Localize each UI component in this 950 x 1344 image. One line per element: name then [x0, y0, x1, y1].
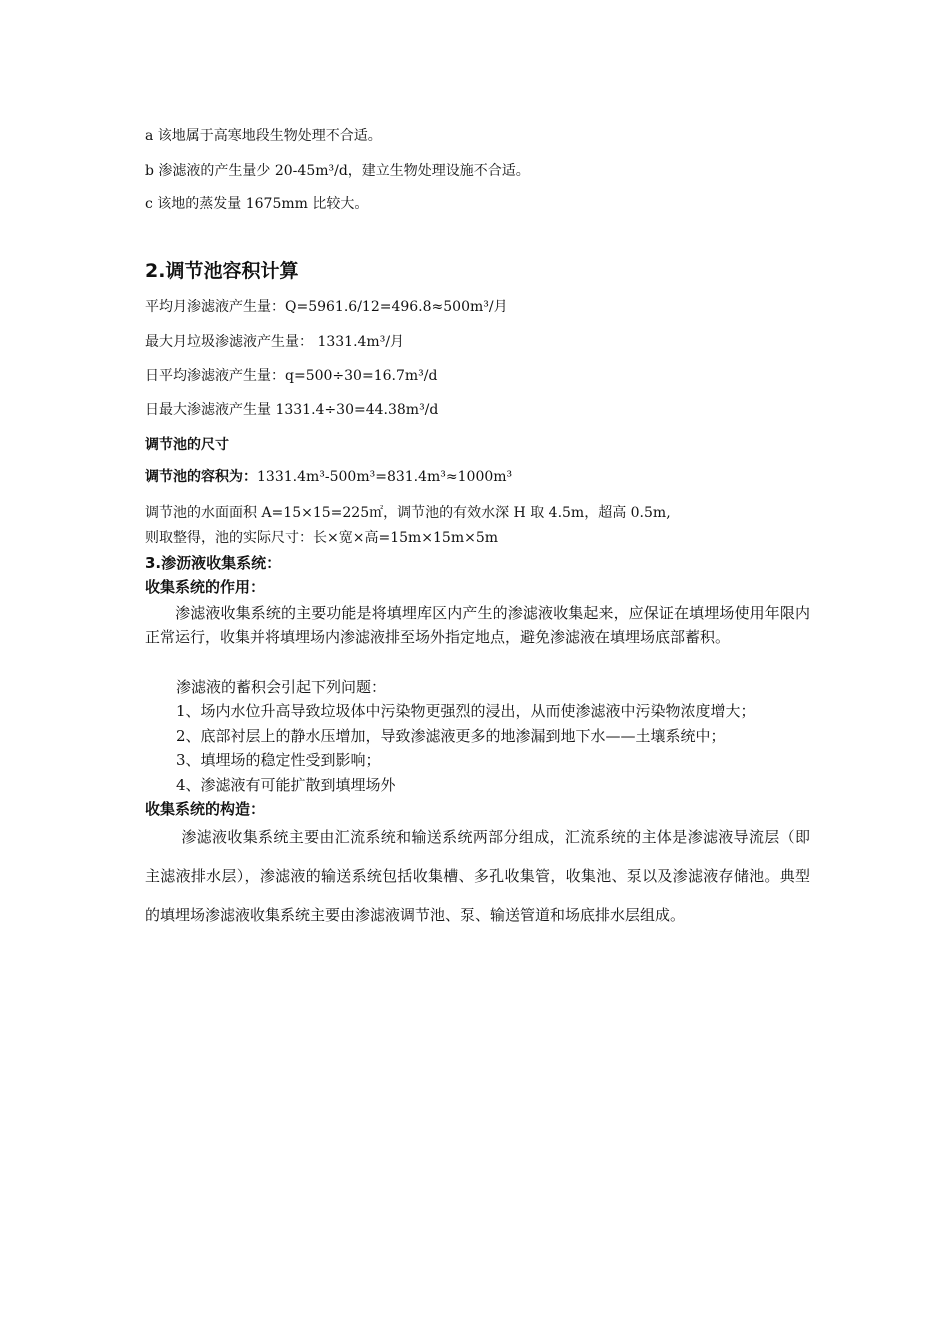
pool-actual-size-line: 则取整得，池的实际尺寸：长×宽×高=15m×15m×5m: [145, 530, 499, 546]
problem-item: 2、底部衬层上的静水压增加，导致渗滤液更多的地渗漏到地下水——土壤系统中；: [176, 727, 726, 745]
function-heading: 收集系统的作用：: [145, 578, 266, 596]
structure-paragraph: [145, 818, 810, 935]
problem-item: 1、场内水位升高导致垃圾体中污染物更强烈的浸出，从而使渗滤液中污染物浓度增大；: [176, 702, 756, 720]
pool-volume-line: [145, 467, 512, 487]
function-paragraph: [145, 601, 810, 649]
intro-item-b: b 渗滤液的产生量少 20-45m³/d，建立生物处理设施不合适。: [145, 163, 530, 179]
pool-size-heading: 调节池的尺寸: [145, 437, 229, 453]
structure-paragraph-text: 渗滤液收集系统主要由汇流系统和输送系统两部分组成，汇流系统的主体是渗滤液导流层（即主滤液排水层），渗滤液的输送系统包括收集槽、多孔收集管，收集池、泵以及渗滤液存储池。典型的填埋场渗滤液收集系统主要由渗滤液调节池、泵、输送管道和场底排水层组成。: [145, 828, 810, 924]
max-month-line: 最大月垃圾渗滤液产生量： 1331.4m³/月: [145, 334, 405, 350]
pool-area-line: 调节池的水面面积 A=15×15=225㎡，调节池的有效水深 H 取 4.5m，超高 0.5m,: [145, 505, 671, 521]
function-paragraph-text: 渗滤液收集系统的主要功能是将填埋库区内产生的渗滤液收集起来，应保证在填埋场使用年限内正常运行，收集并将填埋场内渗滤液排至场外指定地点，避免渗滤液在填埋场底部蓄积。: [145, 604, 810, 646]
problem-item: 3、填埋场的稳定性受到影响；: [176, 751, 381, 769]
problem-item: 4、渗滤液有可能扩散到填埋场外: [176, 776, 396, 794]
intro-item-c: c 该地的蒸发量 1675mm 比较大。: [145, 196, 369, 212]
section3-heading: 3.渗沥液收集系统：: [145, 554, 282, 572]
pool-volume-value: 1331.4m³-500m³=831.4m³≈1000m³: [257, 469, 513, 485]
section2-heading: 2.调节池容积计算: [145, 260, 299, 282]
avg-day-line: 日平均渗滤液产生量：q=500÷30=16.7m³/d: [145, 368, 438, 384]
problems-intro: 渗滤液的蓄积会引起下列问题：: [176, 678, 387, 696]
avg-month-line: 平均月渗滤液产生量：Q=5961.6/12=496.8≈500m³/月: [145, 299, 508, 315]
pool-volume-label: 调节池的容积为：: [145, 469, 257, 485]
intro-item-a: a 该地属于高寒地段生物处理不合适。: [145, 128, 382, 144]
structure-heading: 收集系统的构造：: [145, 800, 266, 818]
max-day-line: 日最大渗滤液产生量 1331.4÷30=44.38m³/d: [145, 402, 439, 418]
